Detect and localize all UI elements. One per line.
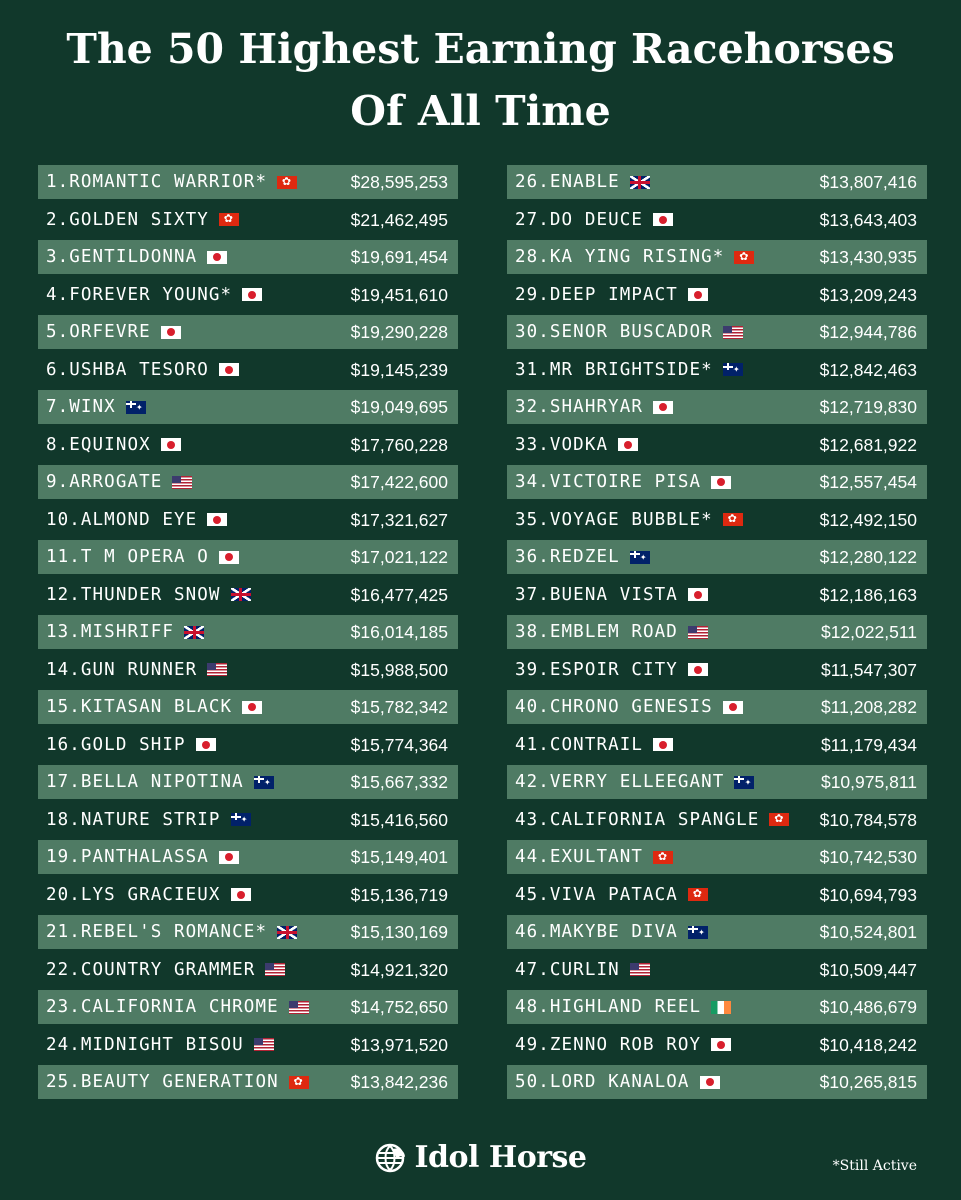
page-title bbox=[0, 18, 961, 142]
ranking-row bbox=[507, 1028, 927, 1062]
ireland-flag bbox=[711, 1001, 731, 1014]
usa-flag bbox=[688, 626, 708, 639]
horse-name bbox=[515, 390, 673, 424]
ranking-row bbox=[507, 765, 927, 799]
horse-globe-logo-icon bbox=[375, 1143, 409, 1173]
ranking-row bbox=[507, 990, 927, 1024]
ranking-row bbox=[507, 803, 927, 837]
horse-name-text: 7.WINX bbox=[46, 397, 116, 417]
horse-name-text: 38.EMBLEM ROAD bbox=[515, 622, 678, 642]
career-earnings: $10,742,530 bbox=[819, 847, 917, 867]
career-earnings: $13,807,416 bbox=[819, 172, 917, 192]
horse-name bbox=[46, 953, 285, 987]
horse-name-text: 16.GOLD SHIP bbox=[46, 734, 186, 755]
horse-name bbox=[46, 690, 262, 724]
horse-name-text: 48.HIGHLAND REEL bbox=[515, 997, 702, 1017]
japan-flag bbox=[242, 701, 262, 714]
horse-name-text: 1.ROMANTIC WARRIOR* bbox=[46, 172, 268, 192]
career-earnings: $19,451,610 bbox=[350, 284, 448, 305]
ranking-row bbox=[507, 728, 927, 762]
horse-name-text: 14.GUN RUNNER bbox=[46, 659, 198, 680]
horse-name bbox=[515, 915, 708, 949]
hong-kong-flag bbox=[289, 1076, 309, 1089]
career-earnings: $16,477,425 bbox=[350, 584, 448, 605]
horse-name bbox=[46, 165, 297, 199]
horse-name bbox=[515, 1065, 720, 1099]
japan-flag bbox=[723, 701, 743, 714]
horse-name-text: 21.REBEL'S ROMANCE* bbox=[46, 922, 268, 942]
ranking-row bbox=[38, 953, 458, 987]
japan-flag bbox=[242, 288, 262, 301]
horse-name bbox=[515, 240, 754, 274]
career-earnings: $10,524,801 bbox=[819, 922, 917, 942]
still-active-footnote: *Still Active bbox=[832, 1158, 917, 1174]
japan-flag bbox=[653, 401, 673, 414]
ranking-row bbox=[507, 278, 927, 312]
japan-flag bbox=[231, 888, 251, 901]
ranking-row bbox=[38, 540, 458, 574]
horse-name bbox=[46, 878, 251, 912]
horse-name-text: 28.KA YING RISING* bbox=[515, 247, 725, 267]
ranking-row bbox=[507, 428, 927, 462]
horse-name-text: 3.GENTILDONNA bbox=[46, 247, 198, 267]
horse-name bbox=[46, 915, 297, 949]
career-earnings: $12,280,122 bbox=[819, 547, 917, 567]
japan-flag bbox=[653, 738, 673, 751]
ranking-row bbox=[38, 165, 458, 199]
australia-flag bbox=[723, 363, 743, 376]
horse-name bbox=[515, 465, 731, 499]
left-ranking-column bbox=[38, 165, 458, 1103]
horse-name-text: 49.ZENNO ROB ROY bbox=[515, 1034, 702, 1055]
ranking-row bbox=[507, 353, 927, 387]
horse-name-text: 34.VICTOIRE PISA bbox=[515, 472, 702, 492]
horse-name bbox=[515, 540, 650, 574]
career-earnings: $12,492,150 bbox=[819, 509, 917, 530]
ranking-row bbox=[38, 390, 458, 424]
career-earnings: $21,462,495 bbox=[350, 209, 448, 230]
hong-kong-flag bbox=[653, 851, 673, 864]
australia-flag bbox=[231, 813, 251, 826]
career-earnings: $19,049,695 bbox=[350, 397, 448, 417]
ranking-row bbox=[507, 240, 927, 274]
australia-flag bbox=[688, 926, 708, 939]
horse-name bbox=[46, 653, 227, 687]
horse-name-text: 15.KITASAN BLACK bbox=[46, 697, 233, 717]
horse-name-text: 42.VERRY ELLEEGANT bbox=[515, 772, 725, 792]
ranking-row bbox=[38, 278, 458, 312]
uk-flag bbox=[630, 176, 650, 189]
usa-flag bbox=[630, 963, 650, 976]
horse-name bbox=[515, 615, 708, 649]
ranking-row bbox=[38, 765, 458, 799]
horse-name bbox=[515, 165, 650, 199]
horse-name-text: 45.VIVA PATACA bbox=[515, 884, 678, 905]
ranking-row bbox=[38, 990, 458, 1024]
ranking-row bbox=[507, 390, 927, 424]
ranking-row bbox=[38, 803, 458, 837]
career-earnings: $19,290,228 bbox=[350, 322, 448, 342]
ranking-row bbox=[38, 315, 458, 349]
horse-name bbox=[46, 353, 239, 387]
japan-flag bbox=[711, 476, 731, 489]
career-earnings: $13,430,935 bbox=[819, 247, 917, 267]
japan-flag bbox=[219, 851, 239, 864]
horse-name-text: 20.LYS GRACIEUX bbox=[46, 884, 221, 905]
horse-name-text: 4.FOREVER YOUNG* bbox=[46, 284, 233, 305]
horse-name-text: 24.MIDNIGHT BISOU bbox=[46, 1034, 244, 1055]
ranking-row bbox=[38, 465, 458, 499]
horse-name-text: 13.MISHRIFF bbox=[46, 622, 174, 642]
horse-name bbox=[46, 315, 181, 349]
career-earnings: $19,691,454 bbox=[350, 247, 448, 267]
ranking-row bbox=[38, 728, 458, 762]
career-earnings: $10,694,793 bbox=[819, 884, 917, 905]
horse-name-text: 33.VODKA bbox=[515, 434, 609, 455]
career-earnings: $17,760,228 bbox=[350, 434, 448, 455]
horse-name-text: 11.T M OPERA O bbox=[46, 547, 209, 567]
horse-name-text: 30.SENOR BUSCADOR bbox=[515, 322, 713, 342]
title-line-2: Of All Time bbox=[350, 87, 611, 135]
horse-name-text: 22.COUNTRY GRAMMER bbox=[46, 959, 256, 980]
ranking-row bbox=[38, 690, 458, 724]
horse-name-text: 18.NATURE STRIP bbox=[46, 809, 221, 830]
horse-name-text: 6.USHBA TESORO bbox=[46, 359, 209, 380]
career-earnings: $15,782,342 bbox=[350, 697, 448, 717]
ranking-row bbox=[507, 1065, 927, 1099]
horse-name-text: 31.MR BRIGHTSIDE* bbox=[515, 359, 713, 380]
australia-flag bbox=[734, 776, 754, 789]
ranking-row bbox=[507, 878, 927, 912]
ranking-row bbox=[507, 165, 927, 199]
horse-name-text: 12.THUNDER SNOW bbox=[46, 584, 221, 605]
japan-flag bbox=[618, 438, 638, 451]
ranking-row bbox=[38, 240, 458, 274]
ranking-row bbox=[507, 615, 927, 649]
career-earnings: $12,842,463 bbox=[819, 359, 917, 380]
career-earnings: $15,416,560 bbox=[350, 809, 448, 830]
uk-flag bbox=[184, 626, 204, 639]
career-earnings: $15,149,401 bbox=[350, 847, 448, 867]
horse-name bbox=[515, 953, 650, 987]
japan-flag bbox=[161, 438, 181, 451]
horse-name bbox=[515, 728, 673, 762]
career-earnings: $12,944,786 bbox=[819, 322, 917, 342]
horse-name bbox=[515, 315, 743, 349]
japan-flag bbox=[161, 326, 181, 339]
career-earnings: $19,145,239 bbox=[350, 359, 448, 380]
career-earnings: $12,681,922 bbox=[819, 434, 917, 455]
horse-name bbox=[46, 840, 239, 874]
japan-flag bbox=[653, 213, 673, 226]
ranking-row bbox=[38, 615, 458, 649]
horse-name-text: 9.ARROGATE bbox=[46, 472, 163, 492]
career-earnings: $13,842,236 bbox=[350, 1072, 448, 1092]
horse-name bbox=[515, 203, 673, 237]
australia-flag bbox=[126, 401, 146, 414]
horse-name-text: 50.LORD KANALOA bbox=[515, 1072, 690, 1092]
japan-flag bbox=[207, 251, 227, 264]
australia-flag bbox=[254, 776, 274, 789]
horse-name bbox=[515, 803, 789, 837]
ranking-row bbox=[38, 1028, 458, 1062]
ranking-row bbox=[38, 428, 458, 462]
career-earnings: $13,971,520 bbox=[350, 1034, 448, 1055]
ranking-row bbox=[38, 203, 458, 237]
japan-flag bbox=[688, 588, 708, 601]
career-earnings: $13,643,403 bbox=[819, 209, 917, 230]
japan-flag bbox=[219, 551, 239, 564]
horse-name bbox=[46, 503, 227, 537]
career-earnings: $15,988,500 bbox=[350, 659, 448, 680]
japan-flag bbox=[688, 288, 708, 301]
career-earnings: $12,186,163 bbox=[819, 584, 917, 605]
horse-name bbox=[46, 765, 274, 799]
ranking-row bbox=[38, 878, 458, 912]
uk-flag bbox=[231, 588, 251, 601]
horse-name-text: 29.DEEP IMPACT bbox=[515, 284, 678, 305]
career-earnings: $12,557,454 bbox=[819, 472, 917, 492]
horse-name-text: 36.REDZEL bbox=[515, 547, 620, 567]
career-earnings: $15,130,169 bbox=[350, 922, 448, 942]
horse-name bbox=[515, 1028, 731, 1062]
ranking-row bbox=[507, 915, 927, 949]
ranking-row bbox=[38, 353, 458, 387]
horse-name-text: 8.EQUINOX bbox=[46, 434, 151, 455]
career-earnings: $10,486,679 bbox=[819, 997, 917, 1017]
horse-name bbox=[515, 578, 708, 612]
hong-kong-flag bbox=[723, 513, 743, 526]
ranking-row bbox=[507, 465, 927, 499]
hong-kong-flag bbox=[734, 251, 754, 264]
horse-name bbox=[46, 615, 204, 649]
ranking-row bbox=[507, 653, 927, 687]
horse-name bbox=[46, 728, 216, 762]
horse-name bbox=[515, 428, 638, 462]
horse-name-text: 19.PANTHALASSA bbox=[46, 847, 209, 867]
uk-flag bbox=[277, 926, 297, 939]
usa-flag bbox=[172, 476, 192, 489]
australia-flag bbox=[630, 551, 650, 564]
horse-name bbox=[515, 278, 708, 312]
career-earnings: $10,784,578 bbox=[819, 809, 917, 830]
career-earnings: $16,014,185 bbox=[350, 622, 448, 642]
ranking-row bbox=[38, 840, 458, 874]
ranking-row bbox=[38, 653, 458, 687]
horse-name-text: 17.BELLA NIPOTINA bbox=[46, 772, 244, 792]
horse-name-text: 2.GOLDEN SIXTY bbox=[46, 209, 209, 230]
career-earnings: $10,418,242 bbox=[819, 1034, 917, 1055]
horse-name bbox=[515, 653, 708, 687]
horse-name-text: 46.MAKYBE DIVA bbox=[515, 922, 678, 942]
japan-flag bbox=[711, 1038, 731, 1051]
career-earnings: $13,209,243 bbox=[819, 284, 917, 305]
title-line-1: The 50 Highest Earning Racehorses bbox=[66, 25, 895, 73]
career-earnings: $12,022,511 bbox=[820, 622, 917, 642]
ranking-row bbox=[38, 915, 458, 949]
horse-name-text: 23.CALIFORNIA CHROME bbox=[46, 997, 279, 1017]
career-earnings: $12,719,830 bbox=[819, 397, 917, 417]
horse-name-text: 39.ESPOIR CITY bbox=[515, 659, 678, 680]
horse-name bbox=[46, 240, 227, 274]
horse-name-text: 44.EXULTANT bbox=[515, 847, 643, 867]
ranking-row bbox=[507, 315, 927, 349]
japan-flag bbox=[207, 513, 227, 526]
horse-name bbox=[46, 465, 192, 499]
usa-flag bbox=[207, 663, 227, 676]
usa-flag bbox=[723, 326, 743, 339]
ranking-row bbox=[507, 578, 927, 612]
horse-name bbox=[46, 203, 239, 237]
horse-name bbox=[46, 1028, 274, 1062]
career-earnings: $10,975,811 bbox=[820, 772, 917, 792]
career-earnings: $14,921,320 bbox=[350, 959, 448, 980]
career-earnings: $11,547,307 bbox=[820, 659, 917, 680]
horse-name bbox=[46, 428, 181, 462]
horse-name-text: 40.CHRONO GENESIS bbox=[515, 697, 713, 717]
horse-name bbox=[46, 540, 239, 574]
usa-flag bbox=[254, 1038, 274, 1051]
hong-kong-flag bbox=[277, 176, 297, 189]
horse-name-text: 41.CONTRAIL bbox=[515, 734, 643, 755]
horse-name bbox=[515, 353, 743, 387]
career-earnings: $11,208,282 bbox=[820, 697, 917, 717]
horse-name bbox=[46, 990, 309, 1024]
ranking-row bbox=[38, 1065, 458, 1099]
horse-name bbox=[46, 1065, 309, 1099]
horse-name-text: 26.ENABLE bbox=[515, 172, 620, 192]
horse-name-text: 35.VOYAGE BUBBLE* bbox=[515, 509, 713, 530]
horse-name bbox=[515, 840, 673, 874]
japan-flag bbox=[219, 363, 239, 376]
horse-name bbox=[46, 803, 251, 837]
career-earnings: $10,265,815 bbox=[819, 1072, 917, 1092]
horse-name-text: 32.SHAHRYAR bbox=[515, 397, 643, 417]
japan-flag bbox=[700, 1076, 720, 1089]
right-ranking-column bbox=[507, 165, 927, 1103]
horse-name-text: 5.ORFEVRE bbox=[46, 322, 151, 342]
horse-name bbox=[515, 878, 708, 912]
horse-name bbox=[515, 503, 743, 537]
ranking-row bbox=[507, 690, 927, 724]
hong-kong-flag bbox=[688, 888, 708, 901]
logo-text: Idol Horse bbox=[414, 1140, 587, 1175]
ranking-row bbox=[507, 953, 927, 987]
hong-kong-flag bbox=[769, 813, 789, 826]
japan-flag bbox=[688, 663, 708, 676]
ranking-row bbox=[507, 203, 927, 237]
horse-name bbox=[46, 390, 146, 424]
horse-name bbox=[46, 578, 251, 612]
horse-name bbox=[515, 765, 754, 799]
horse-name-text: 43.CALIFORNIA SPANGLE bbox=[515, 809, 760, 830]
career-earnings: $10,509,447 bbox=[819, 959, 917, 980]
hong-kong-flag bbox=[219, 213, 239, 226]
horse-name-text: 37.BUENA VISTA bbox=[515, 584, 678, 605]
ranking-row bbox=[38, 578, 458, 612]
idol-horse-logo bbox=[0, 1140, 961, 1175]
career-earnings: $11,179,434 bbox=[820, 734, 917, 755]
horse-name-text: 27.DO DEUCE bbox=[515, 209, 643, 230]
ranking-row bbox=[38, 503, 458, 537]
career-earnings: $28,595,253 bbox=[350, 172, 448, 192]
career-earnings: $17,422,600 bbox=[350, 472, 448, 492]
ranking-row bbox=[507, 840, 927, 874]
career-earnings: $17,021,122 bbox=[350, 547, 448, 567]
horse-name-text: 47.CURLIN bbox=[515, 959, 620, 980]
career-earnings: $15,667,332 bbox=[350, 772, 448, 792]
horse-name bbox=[515, 690, 743, 724]
horse-name-text: 10.ALMOND EYE bbox=[46, 509, 198, 530]
horse-name bbox=[515, 990, 731, 1024]
career-earnings: $14,752,650 bbox=[350, 997, 448, 1017]
ranking-row bbox=[507, 540, 927, 574]
career-earnings: $15,774,364 bbox=[350, 734, 448, 755]
ranking-row bbox=[507, 503, 927, 537]
japan-flag bbox=[196, 738, 216, 751]
career-earnings: $15,136,719 bbox=[350, 884, 448, 905]
horse-name-text: 25.BEAUTY GENERATION bbox=[46, 1072, 279, 1092]
usa-flag bbox=[265, 963, 285, 976]
horse-name bbox=[46, 278, 262, 312]
usa-flag bbox=[289, 1001, 309, 1014]
career-earnings: $17,321,627 bbox=[350, 509, 448, 530]
